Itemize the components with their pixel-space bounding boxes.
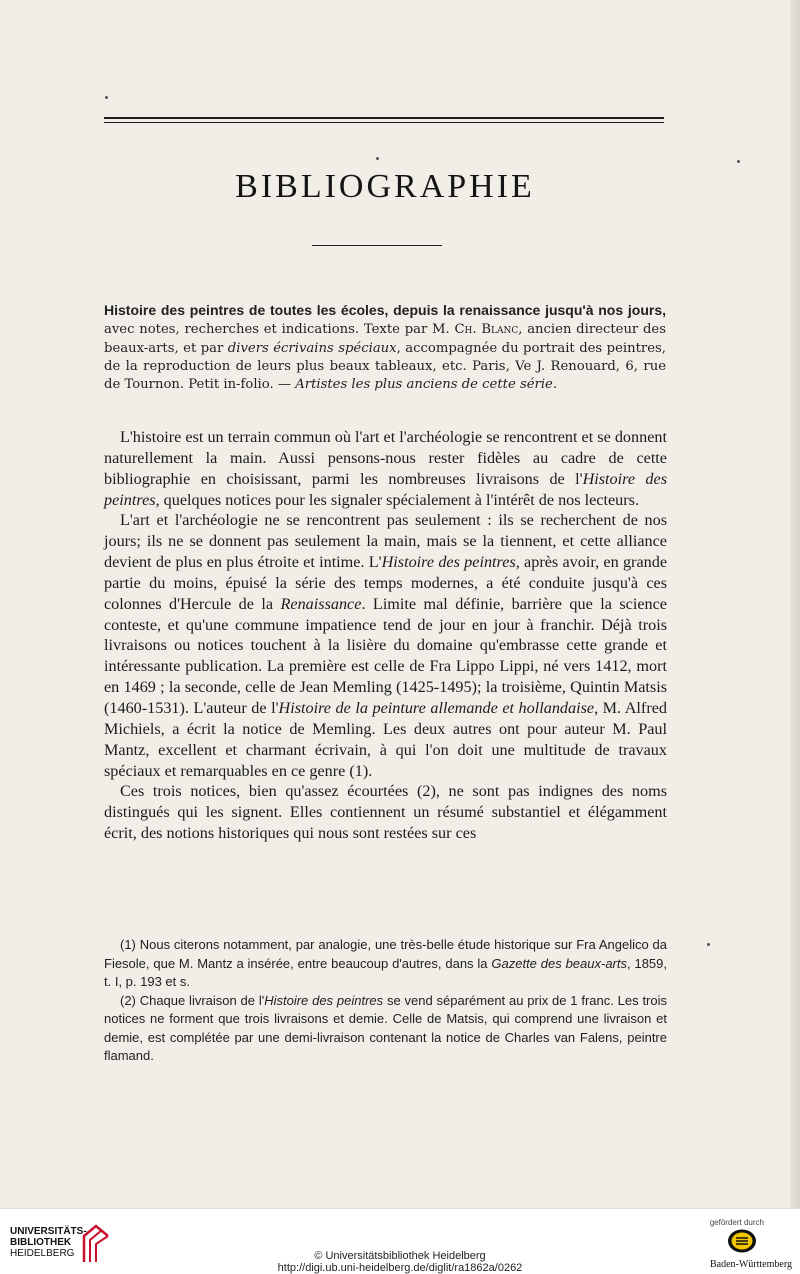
paragraph: [104, 510, 667, 781]
entry-author: Ch. Blanc: [454, 322, 519, 338]
italic-title: Renaissance: [280, 594, 362, 613]
copyright-text: © Universitätsbibliothek Heidelberg: [314, 1250, 486, 1262]
paragraph: Ces trois notices, bien qu'assez écourtées (2), ne sont pas indignes des noms distingués qui les signent. Elles contiennent un résumé substantiel et élégamment écrit, des notions historiques qui nous sont restées sur ces: [104, 782, 667, 843]
italic-title: Histoire des peintres: [264, 992, 384, 1008]
text-run: (1) Nous citerons notamment, par analogie, une très-belle étude historique sur Fra Angelico da Fiesole, que M. Mantz a insérée, entre beaucoup d'autres, dans la: [104, 937, 667, 971]
italic-title: Histoire des peintres: [381, 553, 516, 572]
coat-of-arms-icon: [727, 1228, 757, 1254]
entry-text: , accompagnée du portrait des peintres, de la reproduction de leurs plus beaux tableaux, etc. Paris, Ve J. Renouard, 6, rue de Tournon. Petit in-folio. —: [104, 340, 666, 393]
article-body: [104, 427, 667, 844]
header-double-rule: [104, 117, 664, 123]
page-title: BIBLIOGRAPHIE: [235, 168, 535, 205]
text-run: L'histoire est un terrain commun où l'art et l'archéologie se rencontrent et se donnent naturellement la main. Aussi pensons-nous rester fidèles au cadre de cette bibliographie en choisissant, parmi les nombreuses livraisons de l': [104, 428, 667, 488]
footnotes: [104, 936, 667, 1066]
library-name-line: BIBLIOTHEK: [10, 1237, 72, 1248]
scan-speck: [105, 96, 108, 99]
scan-speck: [737, 160, 740, 163]
bibliographic-entry: [104, 301, 666, 394]
title-underline: [312, 245, 442, 246]
library-city: HEIDELBERG: [10, 1248, 75, 1259]
text-run: , M. Alfred Michiels, a écrit la notice de Memling. Les deux autres ont pour auteur M. Paul Mantz, excellent et charmant écrivain, à qui l'on doit une multitude de travaux spéciaux et remarquables en ce genre (1).: [104, 698, 667, 780]
italic-title: Histoire des peintres: [104, 469, 667, 509]
entry-text: avec notes, recherches et indications. Texte par M.: [104, 322, 455, 338]
text-run: (2) Chaque livraison de l': [120, 992, 265, 1008]
text-run: L'art et l'archéologie ne se rencontrent pas seulement : ils se recherchent de nos jours; ils ne se donnent pas seulement la main, mais se la tiennent, et cette alliance devient de plus en plus étroite et intime. L': [104, 511, 667, 572]
text-run: , 1859, t. I, p. 193 et s.: [104, 955, 667, 989]
footnote-1: [104, 936, 667, 992]
footnote-2: [104, 992, 667, 1066]
entry-series: Artistes les plus anciens de cette série.: [295, 377, 558, 393]
entry-italic: divers écrivains spéciaux: [227, 340, 397, 356]
italic-title: Histoire de la peinture allemande et hollandaise: [278, 698, 595, 717]
scan-speck: [707, 943, 710, 946]
entry-text: , ancien directeur des beaux-arts, et par: [104, 322, 666, 356]
paragraph: [104, 427, 667, 510]
copyright-block: [0, 1250, 800, 1274]
sponsor-label: gefördert durch: [709, 1218, 764, 1227]
permalink-url[interactable]: http://digi.ub.uni-heidelberg.de/diglit/ra1862a/0262: [277, 1262, 523, 1274]
text-run: , quelques notices pour les signaler spécialement à l'intérêt de nos lecteurs.: [155, 490, 639, 509]
text-run: , après avoir, en grande partie du moins, épuisé la série des temps modernes, a été conduite jusqu'à ces colonnes d'Hercule de la: [104, 553, 667, 613]
scan-speck: [376, 157, 379, 160]
page-edge: [790, 0, 800, 1208]
text-run: se vend séparément au prix de 1 franc. Les trois notices ne forment que trois livraisons et demie. Celle de Matsis, qui comprend une livraison et demie, est complétée par une demi-livraison contenant la notice de Charles van Falens, peintre flamand.: [104, 992, 668, 1063]
text-run: . Limite mal définie, barrière que la science conteste, et qu'une commune impatience tend de jour en jour à franchir. Déjà trois livraisons ou notices touchent à la lisière du domaine qu'embrasse cette grande et intéressante publication. La première est celle de Fra Lippo Lippi, né vers 1412, mort en 1469 ; la seconde, celle de Jean Memling (1425-1495); la troisième, Quintin Matsis (1460-1531). L'auteur de l': [104, 594, 667, 717]
entry-heading: Histoire des peintres de toutes les écoles, depuis la renaissance jusqu'à nos jours,: [104, 302, 666, 318]
library-name-line: UNIVERSITÄTS-: [10, 1226, 87, 1237]
italic-title: Gazette des beaux-arts: [491, 955, 627, 971]
sponsor-name: Baden-Württemberg: [709, 1259, 792, 1270]
